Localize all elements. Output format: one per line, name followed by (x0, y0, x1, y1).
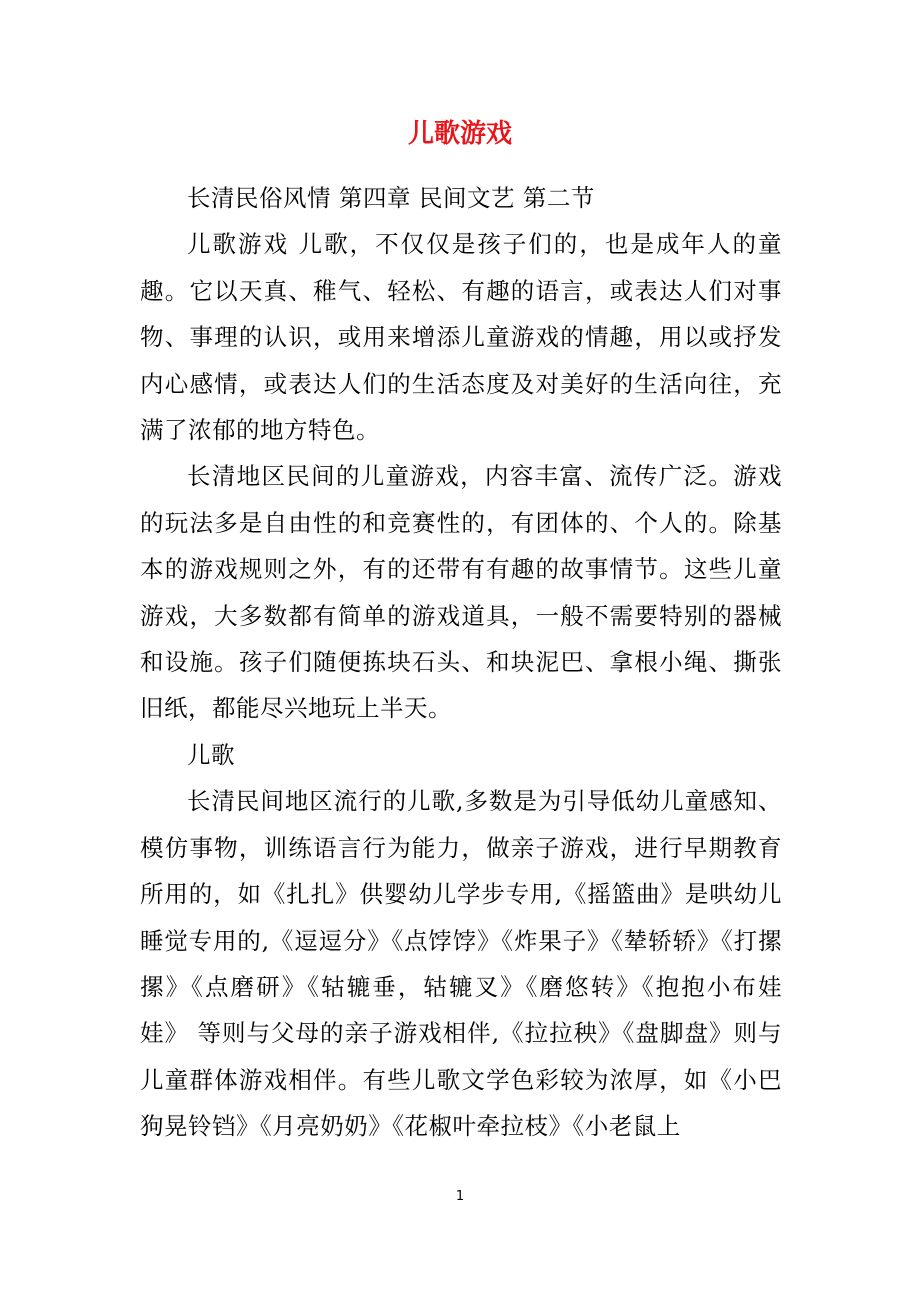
paragraph-games: 长清地区民间的儿童游戏，内容丰富、流传广泛。游戏的玩法多是自由性的和竞赛性的，有团体的、个人的。除基本的游戏规则之外，有的还带有有趣的故事情节。这些儿童游戏，大多数都有简单的游戏道具，一般不需要特别的器械和设施。孩子们随便拣块石头、和块泥巴、拿根小绳、撕张旧纸，都能尽兴地玩上半天。 (140, 462, 782, 723)
document-body (140, 175, 782, 1150)
paragraph-source: 长清民俗风情 第四章 民间文艺 第二节 (187, 184, 595, 212)
paragraph-erge: 长清民间地区流行的儿歌,多数是为引导低幼儿童感知、模仿事物，训练语言行为能力，做亲子游戏，进行早期教育所用的，如《扎扎》供婴幼儿学步专用,《摇篮曲》是哄幼儿睡觉专用的,《逗逗分》《点饽饽》《炸果子》《辇轿轿》《打摞摞》《点磨研》《轱辘垂，轱辘叉》《磨悠转》《抱抱小布娃娃》 等则与父母的亲子游戏相伴,《拉拉秧》《盘脚盘》则与儿童群体游戏相伴。有些儿歌文学色彩较为浓厚，如《小巴狗晃铃铛》《月亮奶奶》《花椒叶牵拉枝》《小老鼠上 (140, 787, 782, 1141)
page-number: 1 (455, 1189, 465, 1204)
document-title: 儿歌游戏 (407, 119, 512, 149)
section-heading-erge: 儿歌 (187, 740, 235, 769)
paragraph-intro: 儿歌游戏 儿歌，不仅仅是孩子们的，也是成年人的童趣。它以天真、稚气、轻松、有趣的语言，或表达人们对事物、事理的认识，或用来增添儿童游戏的情趣，用以或抒发内心感情，或表达人们的生活态度及对美好的生活向往，充满了浓郁的地方特色。 (140, 230, 782, 445)
